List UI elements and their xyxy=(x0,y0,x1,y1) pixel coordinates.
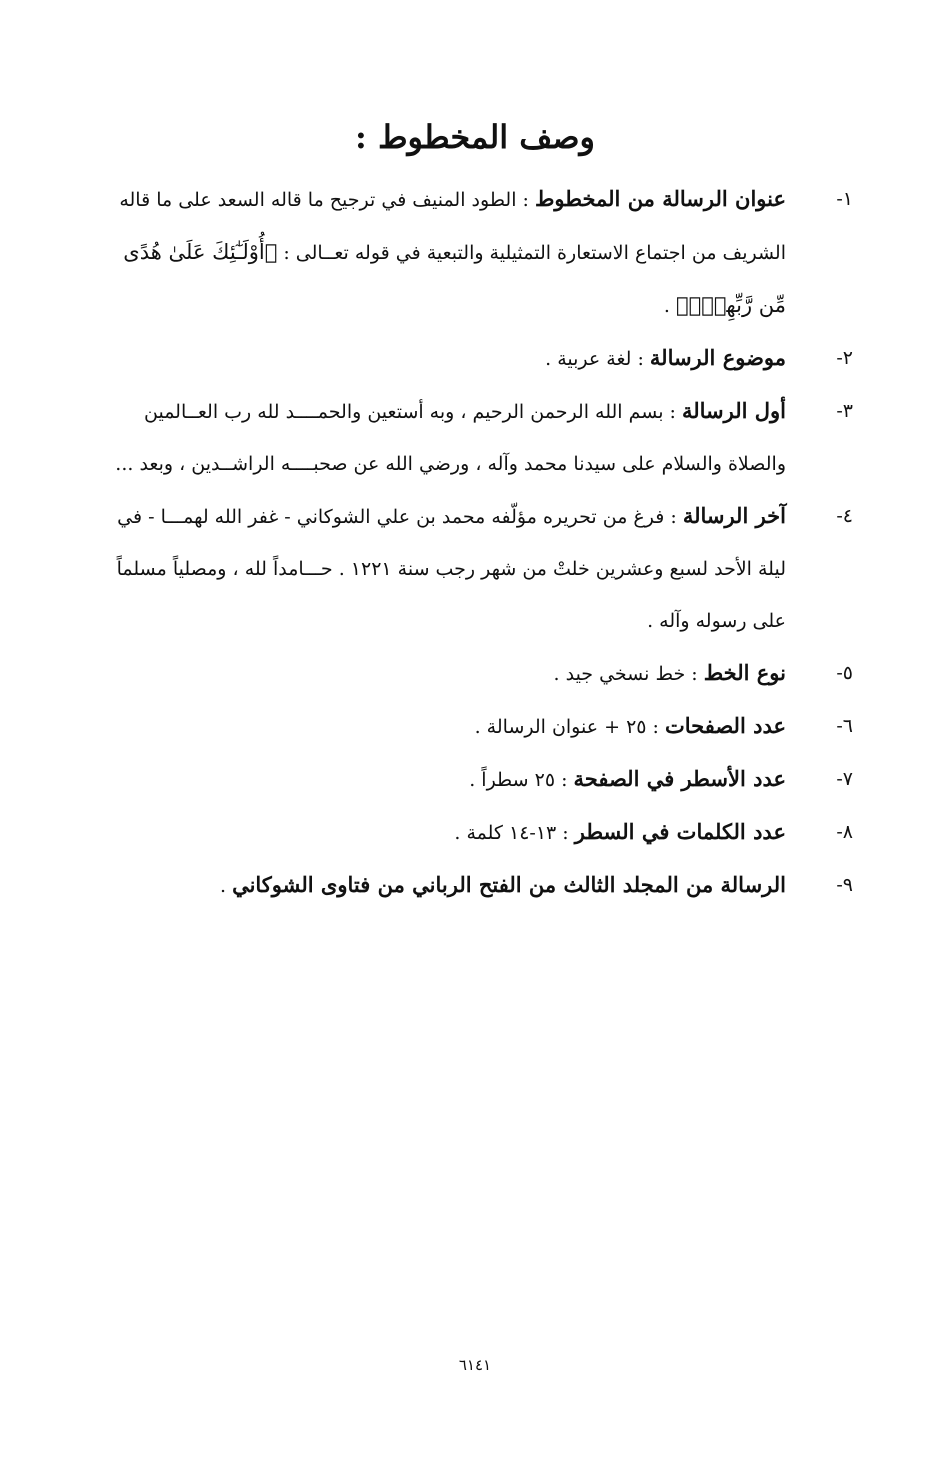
list-item-title xyxy=(98,173,853,332)
item-label: موضوع الرسالة xyxy=(649,345,786,370)
item-number: ٥- xyxy=(836,662,853,684)
list-item-lines-per-page xyxy=(98,753,853,806)
item-text: : لغة عربية . xyxy=(545,348,650,370)
list-item-incipit xyxy=(98,385,853,490)
item-text: . xyxy=(219,875,233,897)
item-number: ٦- xyxy=(836,715,853,737)
item-label: عدد الصفحات xyxy=(664,713,786,738)
item-text: : فرغ من تحريره مؤلّفه محمد بن علي الشوكاني - غفر الله لهمـــا - في ليلة الأحد لسبع وعشرين خلتْ من شهر رجب سنة ١٢٢١ . حـــامداً لله ، ومصلياً مسلماً على رسوله وآله . xyxy=(116,506,786,632)
list-item-page-count xyxy=(98,700,853,753)
item-number: ١- xyxy=(836,188,853,210)
item-label: الرسالة من المجلد الثالث من الفتح الرباني من فتاوى الشوكاني xyxy=(232,872,786,897)
item-text: : الطود المنيف في ترجيح ما قاله السعد على ما قاله الشريف من اجتماع الاستعارة التمثيلية والتبعية في قوله تعــالى : xyxy=(119,189,786,264)
list-item-script-type xyxy=(98,647,853,700)
quran-verse: ﴿أُوْلَـٰٓئِكَ عَلَىٰ هُدًى مِّن رَّبِّهِمْۖ﴾ xyxy=(123,240,786,317)
item-tail: . xyxy=(663,295,677,317)
list-item-source xyxy=(98,859,853,912)
item-text: : خط نسخي جيد . xyxy=(553,663,704,685)
page-title: وصف المخطوط : xyxy=(354,118,595,156)
item-number: ٨- xyxy=(836,821,853,843)
item-number: ٤- xyxy=(836,505,853,527)
item-text: : ٢٥ + عنوان الرسالة . xyxy=(474,716,665,738)
item-label: عدد الأسطر في الصفحة xyxy=(573,766,786,791)
item-number: ٧- xyxy=(836,768,853,790)
item-label: أول الرسالة xyxy=(681,398,786,423)
item-label: عنوان الرسالة من المخطوط xyxy=(534,186,786,211)
page-number: ٦١٤١ xyxy=(458,1356,492,1374)
list-item-colophon xyxy=(98,490,853,647)
item-text: : بسم الله الرحمن الرحيم ، وبه أستعين والحمــــد لله رب العــالمين والصلاة والسلام على سيدنا محمد وآله ، ورضي الله عن صحبــــه الراشــدين ، وبعد ... xyxy=(115,401,786,475)
item-number: ٢- xyxy=(836,347,853,369)
item-text: : ١٣-١٤ كلمة . xyxy=(454,822,575,844)
description-list xyxy=(98,173,853,912)
list-item-words-per-line xyxy=(98,806,853,859)
item-label: نوع الخط xyxy=(703,660,786,685)
item-label: عدد الكلمات في السطر xyxy=(574,819,786,844)
list-item-subject xyxy=(98,332,853,385)
item-text: : ٢٥ سطراً . xyxy=(469,769,574,791)
item-number: ٩- xyxy=(836,874,853,896)
item-number: ٣- xyxy=(836,400,853,422)
item-label: آخر الرسالة xyxy=(682,503,786,528)
